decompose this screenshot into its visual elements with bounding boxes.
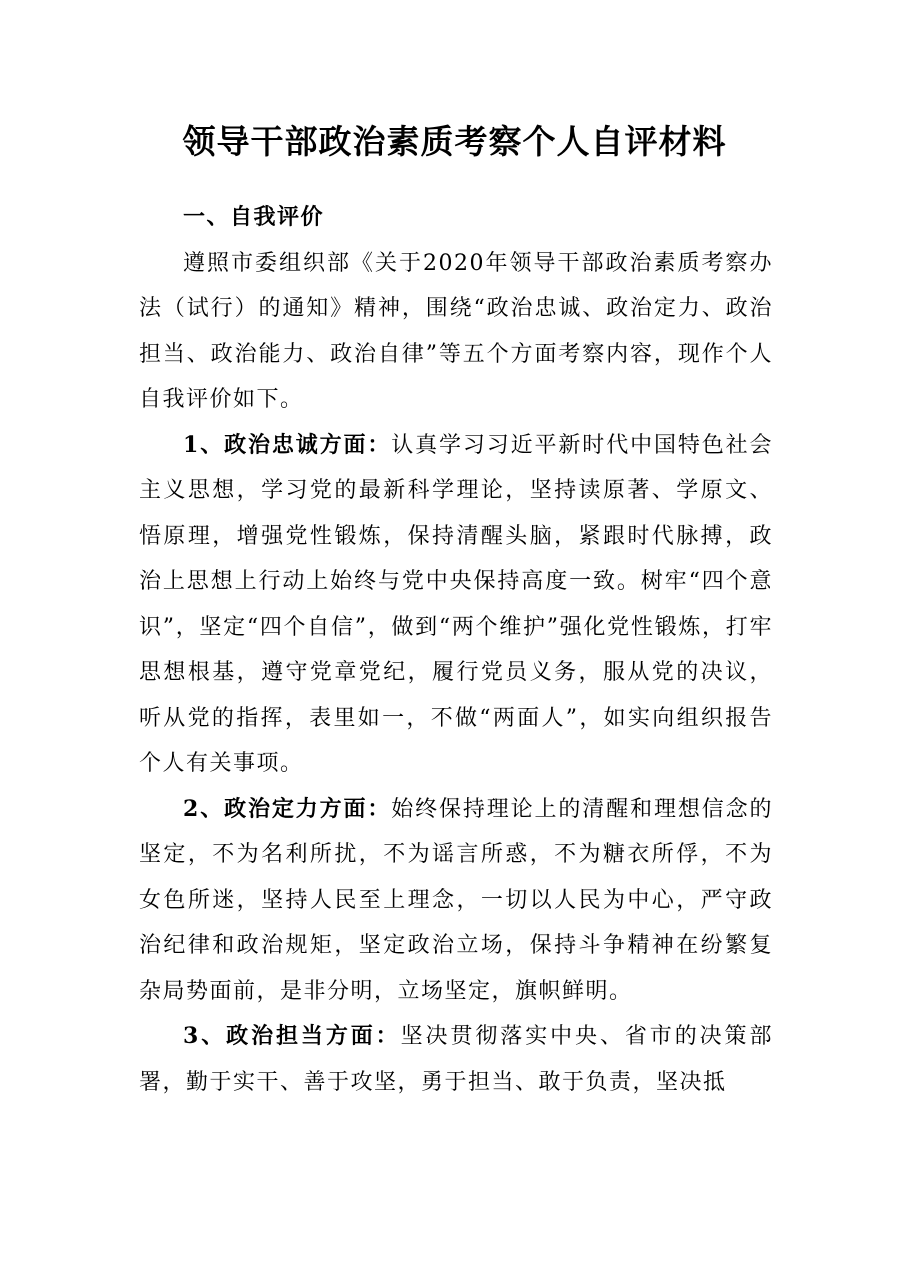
- item-body: 坚决贯彻落实中央、省市的决策部署，勤于实干、善于攻坚，勇于担当、敢于负责，坚决抵: [139, 1024, 773, 1095]
- section-heading: 一、自我评价: [183, 204, 325, 230]
- item-lead: 2、政治定力方面：: [183, 795, 392, 822]
- document-title: 领导干部政治素质考察个人自评材料: [182, 122, 727, 161]
- item-lead: 3、政治担当方面：: [183, 1023, 401, 1049]
- item-paragraph-political-loyalty: [139, 423, 773, 787]
- item-body: 始终保持理论上的清醒和理想信念的坚定，不为名利所扰，不为谣言所惑，不为糖衣所俘，不为女色所迷，坚持人民至上理念，一切以人民为中心，严守政治纪律和政治规矩，坚定政治立场，保持斗争精神在纷繁复杂局势面前，是非分明，立场坚定，旗帜鲜明。: [139, 796, 773, 1004]
- item-paragraph-political-determination: [139, 787, 773, 1015]
- item-lead: 1、政治忠诚方面：: [183, 431, 392, 458]
- document-body: [139, 195, 773, 1105]
- intro-paragraph: 遵照市委组织部《关于2020年领导干部政治素质考察办法（试行）的通知》精神，围绕“政治忠诚、政治定力、政治担当、政治能力、政治自律”等五个方面考察内容，现作个人自我评价如下。: [139, 250, 773, 412]
- item-body: 认真学习习近平新时代中国特色社会主义思想，学习党的最新科学理论，坚持读原著、学原文、悟原理，增强党性锻炼，保持清醒头脑，紧跟时代脉搏，政治上思想上行动上始终与党中央保持高度一致。树牢“四个意识”，坚定“四个自信”，做到“两个维护”强化党性锻炼，打牢思想根基，遵守党章党纪，履行党员义务，服从党的决议，听从党的指挥，表里如一，不做“两面人”，如实向组织报告个人有关事项。: [139, 432, 773, 776]
- item-paragraph-political-responsibility: [139, 1014, 773, 1105]
